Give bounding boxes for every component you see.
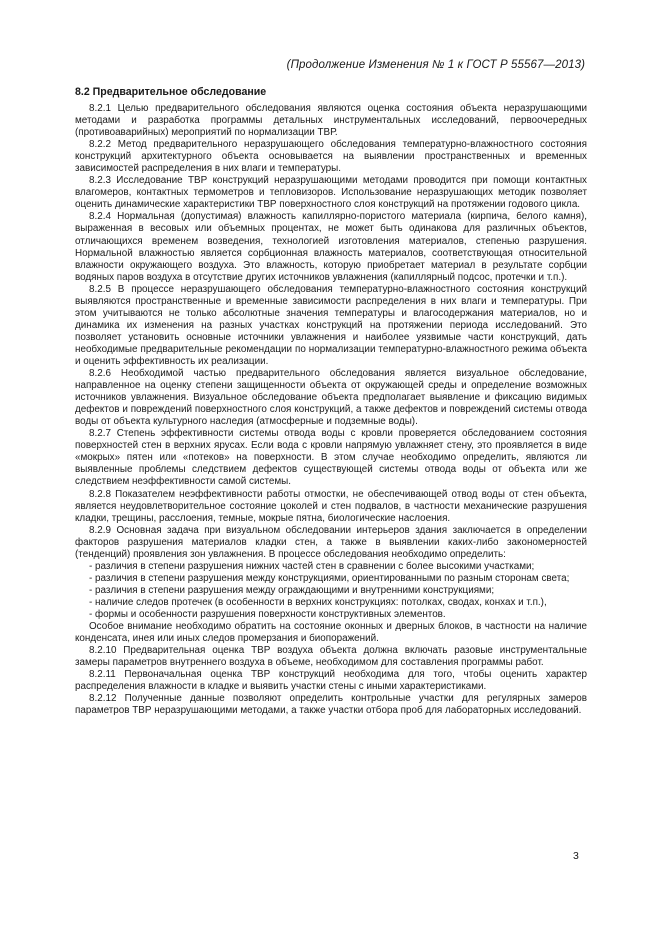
paragraph-8-2-3: 8.2.3 Исследование ТВР конструкций неразрушающими методами проводится при помощи контактных влагомеров, контактных термометров и тепловизоров. Использование неразрушающих методик позволяет оценить динамические характеристики ТВР поверхностного слоя конструкций на протяжении годового цикла. bbox=[75, 175, 587, 211]
page-header: (Продолжение Изменения № 1 к ГОСТ Р 55567—2013) bbox=[286, 59, 585, 71]
paragraph-8-2-6: 8.2.6 Необходимой частью предварительного обследования является визуальное обследование, направленное на оценку степени защищенности объекта от окружающей среды и определение возможных источников увлажнения. Визуальное обследование объекта предполагает выявление и фиксацию видимых дефектов и повреждений поверхностного слоя конструкций, а также дефектов и повреждений системы отвода воды от объекта культурного наследия (атмосферные и подземные воды). bbox=[75, 368, 587, 428]
paragraph-note: Особое внимание необходимо обратить на состояние оконных и дверных блоков, в частности на наличие конденсата, инея или иных следов промерзания и биопоражений. bbox=[75, 621, 587, 645]
list-item: - наличие следов протечек (в особенности в верхних конструкциях: потолках, сводах, конхах и т.п.), bbox=[89, 596, 547, 608]
list-item: - различия в степени разрушения между ограждающими и внутренними конструкциями; bbox=[89, 584, 495, 596]
paragraph-8-2-8: 8.2.8 Показателем неэффективности работы отмостки, не обеспечивающей отвод воды от стен объекта, является неудовлетворительное состояние цоколей и стен подвалов, в частности механические разрушения кладки, трещины, расслоения, темные, мокрые пятна, биологические наслоения. bbox=[75, 488, 587, 524]
paragraph-8-2-7: 8.2.7 Степень эффективности системы отвода воды с кровли проверяется обследованием состояния поверхностей стен в верхних ярусах. Если вода с кровли напрямую увлажняет стену, это проявляется в виде «мокрых» пятен или «потеков» на поверхности. В этом случае необходимо определить, являются ли выявленные проблемы следствием дефектов существующей системы отвода воды от объекта или же следствием неэффективности самой системы. bbox=[75, 428, 587, 488]
paragraph-8-2-4: 8.2.4 Нормальная (допустимая) влажность капиллярно-пористого материала (кирпича, белого камня), выраженная в весовых или объемных процентах, не может быть одинакова для различных объектов, отличающихся временем возведения, технологией изготовления материалов, степенью разрушения. Нормальной влажностью является сорбционная влажность материалов, соответствующая относительной влажности окружающего воздуха. Это влажность, которую приобретает материал в результате сорбции водяных паров воздуха в отсутствие других источников увлажнения (капиллярный подсос, протечки и т.п.). bbox=[75, 211, 587, 283]
list-item: - формы и особенности разрушения поверхности конструктивных элементов. bbox=[89, 608, 446, 620]
paragraph-8-2-10: 8.2.10 Предварительная оценка ТВР воздуха объекта должна включать разовые инструментальные замеры параметров внутреннего воздуха в объеме, необходимом для составления программы работ. bbox=[75, 645, 587, 669]
body-text bbox=[75, 103, 587, 717]
page-number: 3 bbox=[573, 850, 579, 862]
paragraph-8-2-12: 8.2.12 Полученные данные позволяют определить контрольные участки для регулярных замеров параметров ТВР неразрушающими методами, а также участки отбора проб для лабораторных исследований. bbox=[75, 693, 587, 717]
paragraph-8-2-1: 8.2.1 Целью предварительного обследования являются оценка состояния объекта неразрушающими методами и разработка программы детальных инструментальных исследований, первоочередных (противоаварийных) мероприятий по нормализации ТВР. bbox=[75, 103, 587, 139]
section-title: 8.2 Предварительное обследование bbox=[75, 86, 267, 98]
paragraph-8-2-2: 8.2.2 Метод предварительного неразрушающего обследования температурно-влажностного состояния конструкций архитектурного объекта основывается на выявлении пространственных и временных зависимостей распределения в них влаги и температуры. bbox=[75, 139, 587, 175]
paragraph-8-2-11: 8.2.11 Первоначальная оценка ТВР конструкций необходима для того, чтобы оценить характер распределения влажности в кладке и выявить участки стены с иными характеристиками. bbox=[75, 669, 587, 693]
paragraph-8-2-9: 8.2.9 Основная задача при визуальном обследовании интерьеров здания заключается в определении факторов разрушения материалов кладки стен, а также в выявлении каких-либо закономерностей (тенденций) проявления зон увлажнения. В процессе обследования необходимо определить: bbox=[75, 524, 587, 560]
list-item: - различия в степени разрушения между конструкциями, ориентированными по разным сторонам света; bbox=[89, 572, 570, 584]
paragraph-8-2-5: 8.2.5 В процессе неразрушающего обследования температурно-влажностного состояния конструкций выявляются пространственные и временные зависимости распределения в них влаги и температуры. При этом учитываются не только абсолютные значения температуры и влагосодержания материалов, но и динамика их изменения на разных участках конструкций на протяжении периода исследований. Это позволяет установить основные источники увлажнения и наиболее уязвимые части конструкций, дать необходимые предварительные рекомендации по нормализации температурно-влажностного режима объекта и оценить эффективность их реализации. bbox=[75, 283, 587, 367]
list-item: - различия в степени разрушения нижних частей стен в сравнении с более высокими участками; bbox=[89, 560, 535, 572]
